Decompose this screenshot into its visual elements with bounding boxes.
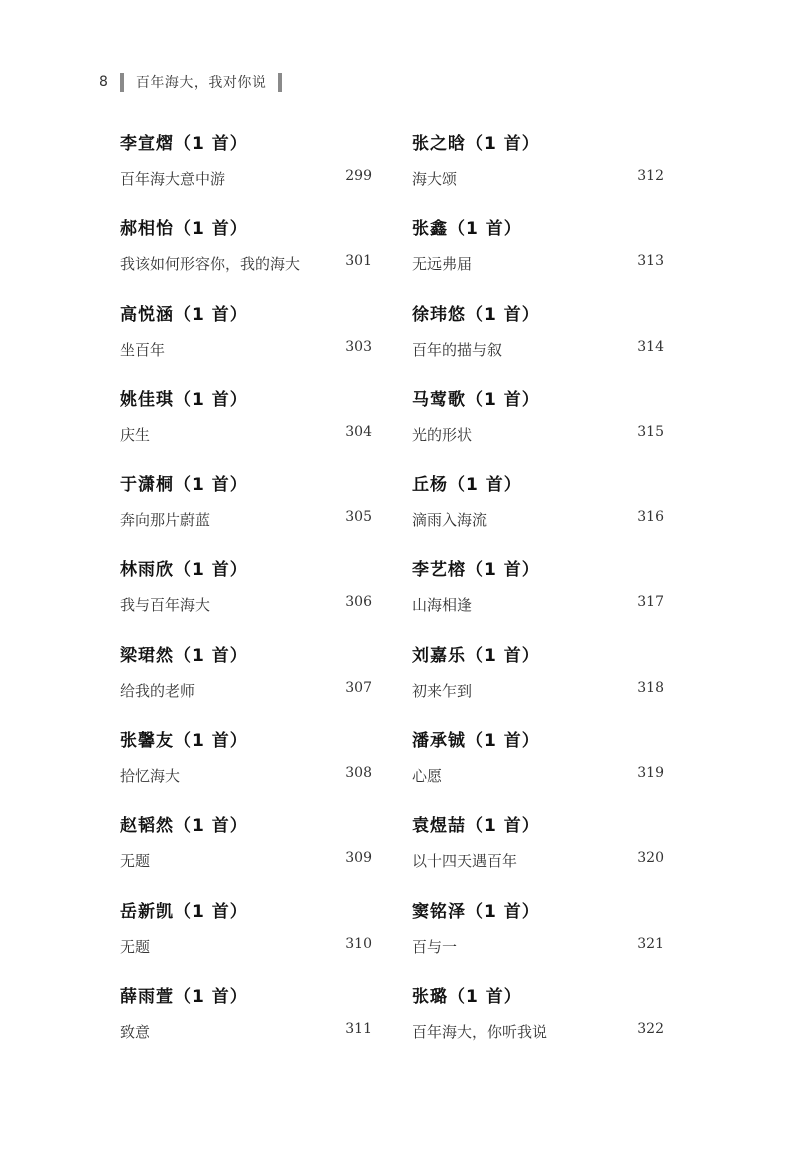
- poem-title: 滴雨入海流: [412, 511, 488, 530]
- author-name: 张之晗（1 首）: [412, 134, 540, 154]
- header-divider-right: [278, 73, 282, 92]
- page-ref: 309: [345, 850, 372, 867]
- author-name: 刘嘉乐（1 首）: [412, 645, 540, 666]
- page-ref: 318: [637, 679, 664, 696]
- poem-title: 坐百年: [120, 340, 166, 359]
- toc-entry[interactable]: [412, 979, 664, 1064]
- page-ref: 308: [345, 765, 372, 782]
- author-name: 梁珺然（1 首）: [120, 645, 248, 666]
- author-name: 岳新凯（1 首）: [120, 901, 248, 922]
- page-ref: 303: [345, 338, 372, 355]
- poem-title: 我该如何形容你，我的海大: [120, 255, 301, 274]
- page-ref: 301: [345, 253, 372, 270]
- poem-title: 百年海大，你听我说: [412, 1022, 548, 1041]
- page-ref: 310: [345, 935, 372, 952]
- author-name: 袁煜喆（1 首）: [412, 816, 540, 837]
- author-name: 姚佳琪（1 首）: [120, 389, 248, 410]
- poem-title: 致意: [120, 1022, 151, 1041]
- poem-title: 山海相逢: [412, 596, 473, 615]
- toc-entry[interactable]: [120, 552, 372, 637]
- poem-title: 初来乍到: [412, 681, 473, 700]
- toc-entry[interactable]: [120, 808, 372, 893]
- toc-entry[interactable]: [120, 297, 372, 382]
- toc-column-left: [120, 126, 372, 1064]
- author-name: 赵韬然（1 首）: [120, 816, 248, 837]
- toc-entry[interactable]: [412, 723, 664, 808]
- toc-entry[interactable]: [120, 467, 372, 552]
- author-name: 徐玮悠（1 首）: [412, 304, 540, 325]
- poem-title: 海大颂: [412, 170, 458, 188]
- page-ref: 317: [637, 594, 664, 611]
- page-ref: 312: [637, 168, 664, 184]
- author-name: 于潇桐（1 首）: [120, 475, 248, 496]
- page-ref: 315: [637, 423, 664, 440]
- poem-title: 百与一: [412, 937, 458, 956]
- toc-entry[interactable]: [120, 211, 372, 296]
- running-header: [99, 72, 282, 92]
- page-ref: 314: [637, 338, 664, 355]
- toc-entry[interactable]: [120, 723, 372, 808]
- toc-entry[interactable]: [120, 126, 372, 211]
- page-ref: 311: [345, 1020, 372, 1037]
- toc-entry[interactable]: [412, 211, 664, 296]
- page-ref: 316: [637, 509, 664, 526]
- toc-entry[interactable]: [412, 894, 664, 979]
- toc-entry[interactable]: [412, 467, 664, 552]
- toc-entry[interactable]: [412, 126, 664, 211]
- toc-entry[interactable]: [412, 297, 664, 382]
- toc-column-right: [412, 126, 664, 1064]
- poem-title: 光的形状: [412, 425, 473, 444]
- author-name: 林雨欣（1 首）: [120, 560, 248, 581]
- author-name: 张鑫（1 首）: [412, 219, 522, 240]
- author-name: 张馨友（1 首）: [120, 731, 248, 752]
- page-ref: 320: [637, 850, 664, 867]
- page-ref: 299: [345, 168, 372, 184]
- page-ref: 319: [637, 765, 664, 782]
- author-name: 窦铭泽（1 首）: [412, 901, 540, 922]
- poem-title: 给我的老师: [120, 681, 196, 700]
- toc-entry[interactable]: [120, 638, 372, 723]
- toc-entry[interactable]: [412, 552, 664, 637]
- author-name: 郝相怡（1 首）: [120, 219, 248, 240]
- poem-title: 拾忆海大: [120, 767, 181, 786]
- toc-entry[interactable]: [412, 382, 664, 467]
- page-number: 8: [99, 74, 108, 90]
- author-name: 李宣熠（1 首）: [120, 134, 248, 154]
- book-title: 百年海大，我对你说: [135, 75, 267, 91]
- toc-entry[interactable]: [120, 894, 372, 979]
- toc-entry[interactable]: [412, 638, 664, 723]
- page-ref: 307: [345, 679, 372, 696]
- poem-title: 无远弗届: [412, 255, 473, 274]
- page-ref: 322: [637, 1020, 664, 1037]
- poem-title: 奔向那片蔚蓝: [120, 511, 211, 530]
- author-name: 潘承铖（1 首）: [412, 731, 540, 752]
- poem-title: 我与百年海大: [120, 596, 211, 615]
- author-name: 薛雨萱（1 首）: [120, 986, 248, 1007]
- poem-title: 以十四天遇百年: [412, 852, 518, 871]
- poem-title: 无题: [120, 937, 151, 956]
- poem-title: 无题: [120, 852, 151, 871]
- author-name: 高悦涵（1 首）: [120, 304, 248, 325]
- author-name: 李艺榕（1 首）: [412, 560, 540, 581]
- toc-entry[interactable]: [120, 382, 372, 467]
- page-ref: 304: [345, 423, 372, 440]
- header-divider-left: [120, 73, 124, 92]
- poem-title: 庆生: [120, 425, 151, 444]
- poem-title: 百年的描与叙: [412, 340, 503, 359]
- poem-title: 心愿: [412, 767, 443, 786]
- page-ref: 305: [345, 509, 372, 526]
- author-name: 张璐（1 首）: [412, 986, 522, 1007]
- author-name: 马莺歌（1 首）: [412, 389, 540, 410]
- author-name: 丘杨（1 首）: [412, 475, 522, 496]
- page-ref: 313: [637, 253, 664, 270]
- page-ref: 321: [637, 935, 664, 952]
- page-ref: 306: [345, 594, 372, 611]
- poem-title: 百年海大意中游: [120, 170, 226, 188]
- toc-entry[interactable]: [120, 979, 372, 1064]
- toc-entry[interactable]: [412, 808, 664, 893]
